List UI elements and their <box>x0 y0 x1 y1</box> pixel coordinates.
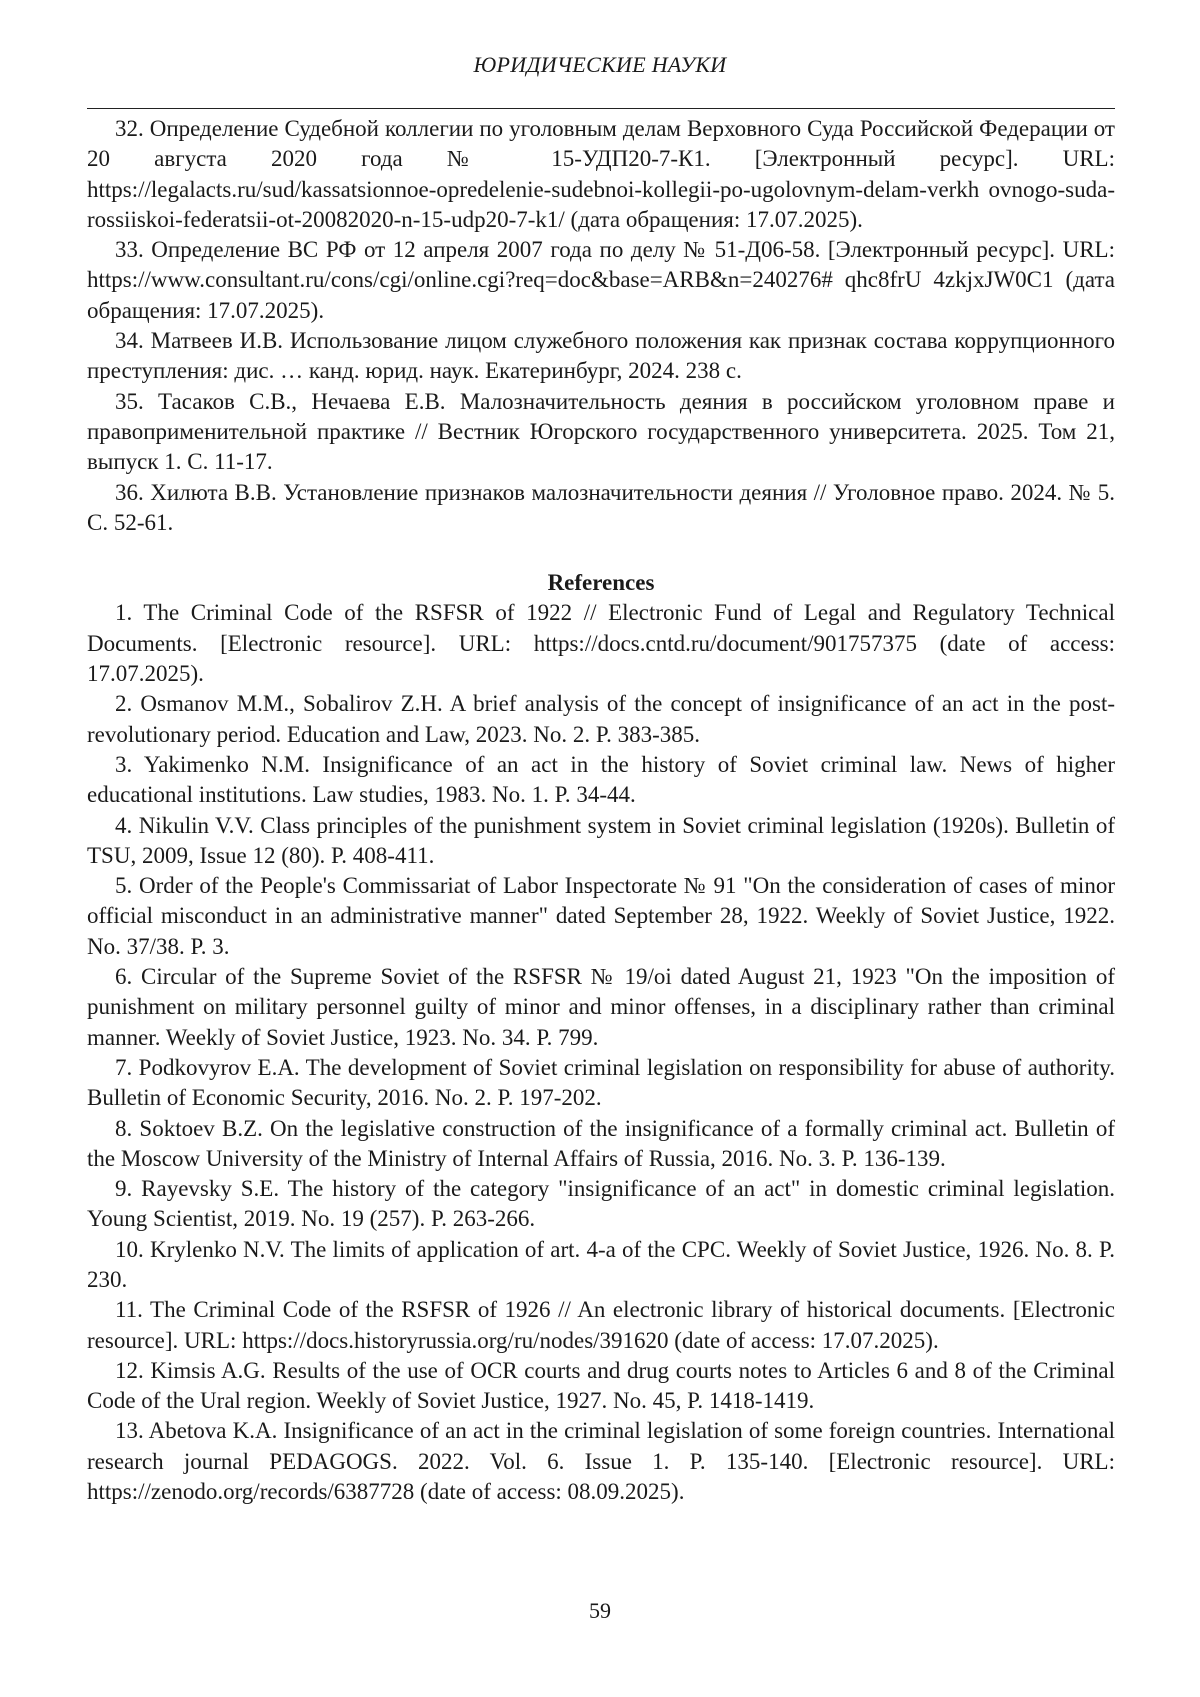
source-entry-34: 34. Матвеев И.В. Использование лицом служебного положения как признак состава коррупционного преступления: дис. … канд. юрид. наук. Екатеринбург, 2024. 238 с. <box>87 328 1115 384</box>
reference-entry-12: 12. Kimsis A.G. Results of the use of OCR courts and drug courts notes to Articles 6 and 8 of the Criminal Code of the Ural region. Weekly of Soviet Justice, 1927. No. 45, P. 1418-1419. <box>87 1357 1115 1414</box>
source-entry-33: 33. Определение ВС РФ от 12 апреля 2007 года по делу № 51-Д06-58. [Электронный ресурс]. URL: https://www.consultant.ru/cons/cgi/online.cgi?req=doc&base=ARB&n=240276# qhc8frU 4zkjxJW0C1 (дата обращения: 17.07.2025). <box>87 237 1115 323</box>
reference-entry-4: 4. Nikulin V.V. Class principles of the punishment system in Soviet criminal legislation (1920s). Bulletin of TSU, 2009, Issue 12 (80). P. 408-411. <box>87 812 1115 868</box>
page-body <box>87 114 1115 1507</box>
reference-entry-7: 7. Podkovyrov E.A. The development of Soviet criminal legislation on responsibility for abuse of authority. Bulletin of Economic Security, 2016. No. 2. P. 197-202. <box>87 1054 1115 1111</box>
source-entry-36: 36. Хилюта В.В. Установление признаков малозначительности деяния // Уголовное право. 2024. № 5. С. 52-61. <box>87 479 1115 535</box>
reference-entry-6: 6. Circular of the Supreme Soviet of the RSFSR № 19/oi dated August 21, 1923 "On the imposition of punishment on military personnel guilty of minor and minor offenses, in a disciplinary rather than criminal manner. Weekly of Soviet Justice, 1923. No. 34. P. 799. <box>87 964 1115 1050</box>
reference-entry-8: 8. Soktoev B.Z. On the legislative construction of the insignificance of a formally criminal act. Bulletin of the Moscow University of the Ministry of Internal Affairs of Russia, 2016. No. 3. P. 136-139. <box>87 1115 1115 1171</box>
source-entry-32: 32. Определение Судебной коллегии по уголовным делам Верховного Суда Российской Федерации от 20 августа 2020 года № 15-УДП20-7-К1. [Электронный ресурс]. URL: https://legalacts.ru/sud/kassatsionnoe-opredelenie-sudebnoi-kollegii-po-ugolovnym-delam-verkh ovnogo-suda-rossiiskoi-federatsii-ot-20082020-n-15-udp20-7-k1/ (дата обращения: 17.07.2025). <box>87 116 1115 232</box>
reference-entry-11: 11. The Criminal Code of the RSFSR of 1926 // An electronic library of historical documents. [Electronic resource]. URL: https://docs.historyrussia.org/ru/nodes/391620 (date of access: 17.07.2025). <box>87 1297 1115 1353</box>
source-entry-35: 35. Тасаков С.В., Нечаева Е.В. Малозначительность деяния в российском уголовном праве и правоприменительной практике // Вестник Югорского государственного университета. 2025. Том 21, выпуск 1. С. 11-17. <box>87 388 1115 475</box>
reference-entry-10: 10. Krylenko N.V. The limits of application of art. 4-a of the CPC. Weekly of Soviet Justice, 1926. No. 8. P. 230. <box>87 1236 1115 1292</box>
running-header-title: ЮРИДИЧЕСКИЕ НАУКИ <box>473 52 727 77</box>
reference-entry-13: 13. Abetova K.A. Insignificance of an act in the criminal legislation of some foreign countries. International research journal PEDAGOGS. 2022. Vol. 6. Issue 1. P. 135-140. [Electronic resource]. URL: https://zenodo.org/records/6387728 (date of access: 08.09.2025). <box>87 1418 1115 1505</box>
page-number: 59 <box>589 1598 611 1623</box>
reference-entry-9: 9. Rayevsky S.E. The history of the category "insignificance of an act" in domestic criminal legislation. Young Scientist, 2019. No. 19 (257). P. 263-266. <box>87 1176 1115 1232</box>
reference-entry-5: 5. Order of the People's Commissariat of Labor Inspectorate № 91 "On the consideration of cases of minor official misconduct in an administrative manner" dated September 28, 1922. Weekly of Soviet Justice, 1922. No. 37/38. P. 3. <box>87 873 1115 959</box>
references-list <box>87 598 1115 1507</box>
reference-entry-1: 1. The Criminal Code of the RSFSR of 1922 // Electronic Fund of Legal and Regulatory Technical Documents. [Electronic resource]. URL: https://docs.cntd.ru/document/901757375 (date of access: 17.07.2025). <box>87 600 1115 687</box>
reference-entry-3: 3. Yakimenko N.M. Insignificance of an act in the history of Soviet criminal law. News of higher educational institutions. Law studies, 1983. No. 1. P. 34-44. <box>87 751 1115 808</box>
sources-list-continued <box>87 114 1115 538</box>
reference-entry-2: 2. Osmanov M.M., Sobalirov Z.H. A brief analysis of the concept of insignificance of an act in the post-revolutionary period. Education and Law, 2023. No. 2. P. 383-385. <box>87 691 1115 747</box>
references-heading: References <box>547 570 655 596</box>
header-divider <box>87 108 1115 109</box>
